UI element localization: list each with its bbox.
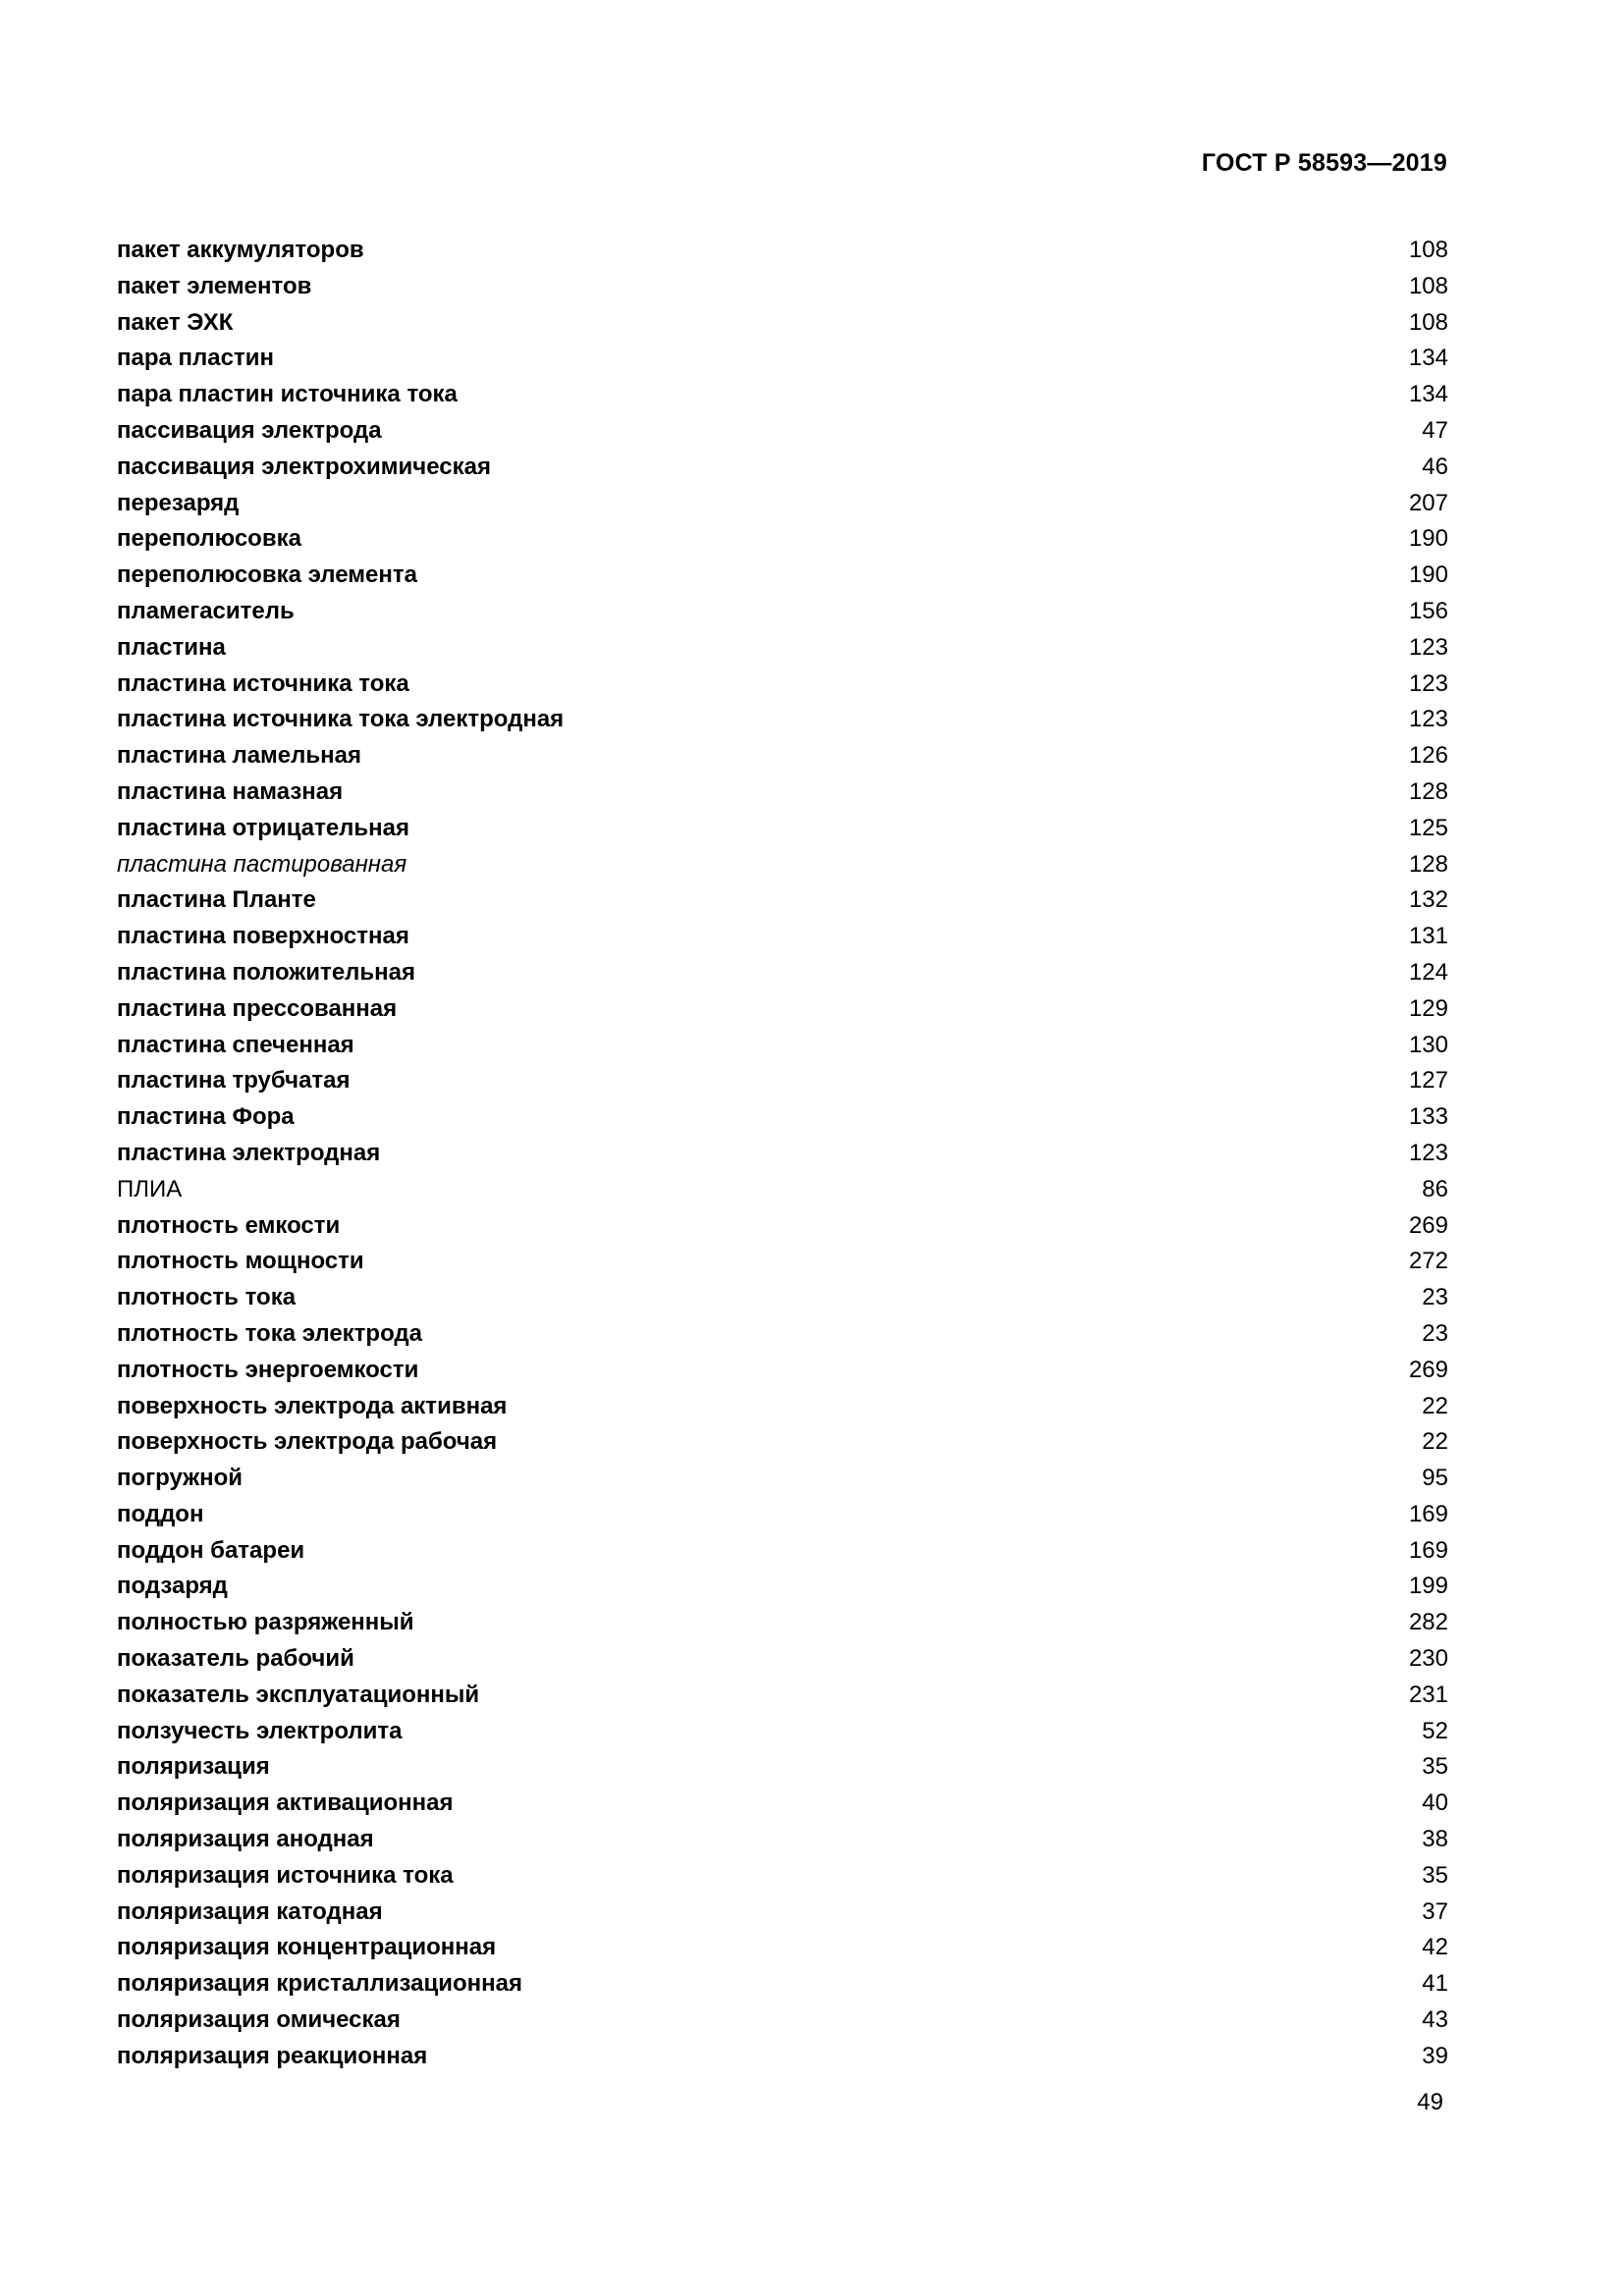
index-term: пластина намазная: [117, 777, 344, 805]
index-page-ref: 42: [1422, 1934, 1448, 1961]
index-term: пакет элементов: [117, 272, 312, 299]
index-page-ref: 231: [1408, 1681, 1448, 1708]
index-term: поляризация катодная: [117, 1897, 383, 1925]
index-entry: [117, 738, 1448, 774]
index-entry: [117, 1605, 1448, 1641]
index-term: пластина трубчатая: [117, 1067, 351, 1095]
index-entry: [117, 1028, 1448, 1064]
index-page-ref: 35: [1422, 1861, 1448, 1889]
index-page-ref: 47: [1422, 416, 1448, 444]
index-entry: [117, 1569, 1448, 1605]
index-term: поверхность электрода рабочая: [117, 1428, 498, 1456]
index-entry: [117, 1316, 1448, 1353]
index-term: пластина ламельная: [117, 742, 361, 770]
index-term: пластина Планте: [117, 886, 316, 914]
index-page-ref: 123: [1408, 1139, 1448, 1166]
index-term: пластина источника тока: [117, 669, 409, 697]
index-page-ref: 37: [1422, 1897, 1448, 1925]
index-page-ref: 86: [1422, 1175, 1448, 1202]
page-number: 49: [1417, 2089, 1443, 2115]
index-term: пластина положительная: [117, 958, 416, 986]
index-page-ref: 272: [1408, 1248, 1448, 1275]
index-term: подзаряд: [117, 1573, 228, 1600]
index-page-ref: 41: [1422, 1970, 1448, 1998]
index-entry: [117, 991, 1448, 1028]
index-term: поддон: [117, 1500, 204, 1527]
index-page-ref: 95: [1422, 1465, 1448, 1492]
index-term: переполюсовка элемента: [117, 561, 417, 589]
index-term: пара пластин: [117, 345, 274, 372]
index-entry: [117, 919, 1448, 955]
index-entry: [117, 1641, 1448, 1678]
index-entry: [117, 1244, 1448, 1280]
index-page-ref: 40: [1422, 1789, 1448, 1817]
index-term: пластина спеченная: [117, 1031, 354, 1058]
index-term: поверхность электрода активная: [117, 1392, 508, 1419]
index-page-ref: 125: [1408, 814, 1448, 841]
index-page-ref: 124: [1408, 958, 1448, 986]
index-term: поляризация источника тока: [117, 1861, 454, 1889]
index-entry: [117, 1749, 1448, 1786]
index-term: ползучесть электролита: [117, 1717, 403, 1744]
index-term: плотность емкости: [117, 1211, 341, 1239]
index-term: погружной: [117, 1465, 244, 1492]
index-entry: [117, 1895, 1448, 1931]
index-page-ref: 199: [1408, 1573, 1448, 1600]
index-page-ref: 190: [1408, 561, 1448, 589]
index-entry: [117, 1099, 1448, 1136]
index-page-ref: 133: [1408, 1103, 1448, 1131]
index-page-ref: 269: [1408, 1211, 1448, 1239]
index-page-ref: 22: [1422, 1428, 1448, 1456]
index-entry: [117, 955, 1448, 991]
index-term: пассивация электрохимическая: [117, 453, 491, 480]
index-page-ref: 127: [1408, 1067, 1448, 1095]
index-page-ref: 126: [1408, 742, 1448, 770]
index-page-ref: 132: [1408, 886, 1448, 914]
index-page-ref: 134: [1408, 381, 1448, 408]
index-term: поляризация кристаллизационная: [117, 1970, 522, 1998]
index-term: пластина: [117, 633, 226, 661]
index-page-ref: 128: [1408, 777, 1448, 805]
index-term: пластина пастированная: [117, 850, 407, 878]
index-entry: [117, 233, 1448, 269]
index-entry: [117, 774, 1448, 811]
index-page-ref: 22: [1422, 1392, 1448, 1419]
index-page-ref: 23: [1422, 1319, 1448, 1347]
index-page-ref: 108: [1408, 308, 1448, 336]
index-page-ref: 190: [1408, 525, 1448, 553]
index-page-ref: 123: [1408, 633, 1448, 661]
index-term: пассивация электрода: [117, 416, 382, 444]
index-entry: [117, 630, 1448, 667]
index-page-ref: 123: [1408, 706, 1448, 733]
index-entry: [117, 486, 1448, 522]
index-page-ref: 108: [1408, 237, 1448, 263]
index-entry: [117, 594, 1448, 630]
index-page-ref: 156: [1408, 597, 1448, 624]
index-entry: [117, 1063, 1448, 1099]
index-entry: [117, 1497, 1448, 1533]
index-term: пластина поверхностная: [117, 923, 409, 950]
index-page-ref: 269: [1408, 1356, 1448, 1383]
index-entry: [117, 1172, 1448, 1208]
index-term: пара пластин источника тока: [117, 381, 458, 408]
index-page-ref: 207: [1408, 489, 1448, 516]
index-entry: [117, 2039, 1448, 2075]
index-entry: [117, 305, 1448, 342]
index-page-ref: 131: [1408, 923, 1448, 950]
index-entry: [117, 1389, 1448, 1425]
index-page-ref: 123: [1408, 669, 1448, 697]
index-term: поляризация реакционная: [117, 2042, 428, 2069]
index-term: поддон батареи: [117, 1536, 305, 1564]
index-term: пластина источника тока электродная: [117, 706, 565, 733]
index-page-ref: 169: [1408, 1500, 1448, 1527]
index-entry: [117, 1678, 1448, 1714]
index-term: пластина отрицательная: [117, 814, 410, 841]
index-term: пластина Фора: [117, 1103, 295, 1131]
index-page-ref: 23: [1422, 1284, 1448, 1311]
index-page-ref: 134: [1408, 345, 1448, 372]
index-page-ref: 52: [1422, 1717, 1448, 1744]
index-term: плотность мощности: [117, 1248, 364, 1275]
index-entry: [117, 1353, 1448, 1389]
index-entry: [117, 1136, 1448, 1172]
index-entry: [117, 702, 1448, 738]
index-page-ref: 169: [1408, 1536, 1448, 1564]
index-term: плотность энергоемкости: [117, 1356, 419, 1383]
index-entry: [117, 1822, 1448, 1858]
index-term: плотность тока: [117, 1284, 297, 1311]
index-entry: [117, 1714, 1448, 1750]
index-entry: [117, 413, 1448, 450]
index-term: поляризация омическая: [117, 2006, 401, 2034]
index-page-ref: 39: [1422, 2042, 1448, 2069]
index-term: переполюсовка: [117, 525, 301, 553]
index-entry: [117, 1533, 1448, 1570]
index-entry: [117, 1424, 1448, 1461]
index-entry: [117, 521, 1448, 558]
index-term: плотность тока электрода: [117, 1319, 423, 1347]
index-entry: [117, 1858, 1448, 1895]
index-page-ref: 43: [1422, 2006, 1448, 2034]
index-page-ref: 35: [1422, 1753, 1448, 1781]
index-entry: [117, 1966, 1448, 2002]
index-entry: [117, 1786, 1448, 1822]
index-term: перезаряд: [117, 489, 240, 516]
index-entry: [117, 558, 1448, 594]
index-page-ref: 282: [1408, 1609, 1448, 1636]
index-entry: [117, 341, 1448, 377]
document-header: ГОСТ Р 58593—2019: [1201, 149, 1447, 177]
index-entry: [117, 1930, 1448, 1966]
index-entry: [117, 667, 1448, 703]
index-page-ref: 128: [1408, 850, 1448, 878]
index-term: поляризация концентрационная: [117, 1934, 497, 1961]
index-entry: [117, 882, 1448, 919]
index-term: ПЛИА: [117, 1175, 183, 1202]
index-entry: [117, 269, 1448, 305]
index-term: пламегаситель: [117, 597, 295, 624]
index-entry: [117, 811, 1448, 847]
index-entry: [117, 2002, 1448, 2039]
index-page-ref: 38: [1422, 1826, 1448, 1853]
index-term: пластина электродная: [117, 1139, 381, 1166]
index-term: поляризация: [117, 1753, 270, 1781]
index-term: пакет ЭХК: [117, 308, 234, 336]
index-entry: [117, 377, 1448, 413]
index-page-ref: 130: [1408, 1031, 1448, 1058]
index-entry: [117, 1208, 1448, 1245]
index-term: пакет аккумуляторов: [117, 237, 364, 263]
index-entry: [117, 450, 1448, 486]
index-page-ref: 108: [1408, 272, 1448, 299]
index-entry: [117, 1461, 1448, 1497]
subject-index-list: [117, 233, 1448, 2075]
index-term: поляризация анодная: [117, 1826, 374, 1853]
index-term: полностью разряженный: [117, 1609, 414, 1636]
index-term: поляризация активационная: [117, 1789, 454, 1817]
index-page-ref: 46: [1422, 453, 1448, 480]
index-entry: [117, 847, 1448, 883]
index-page-ref: 230: [1408, 1645, 1448, 1673]
index-entry: [117, 1280, 1448, 1316]
index-page-ref: 129: [1408, 994, 1448, 1022]
index-term: показатель эксплуатационный: [117, 1681, 480, 1708]
index-term: показатель рабочий: [117, 1645, 354, 1673]
index-term: пластина прессованная: [117, 994, 398, 1022]
